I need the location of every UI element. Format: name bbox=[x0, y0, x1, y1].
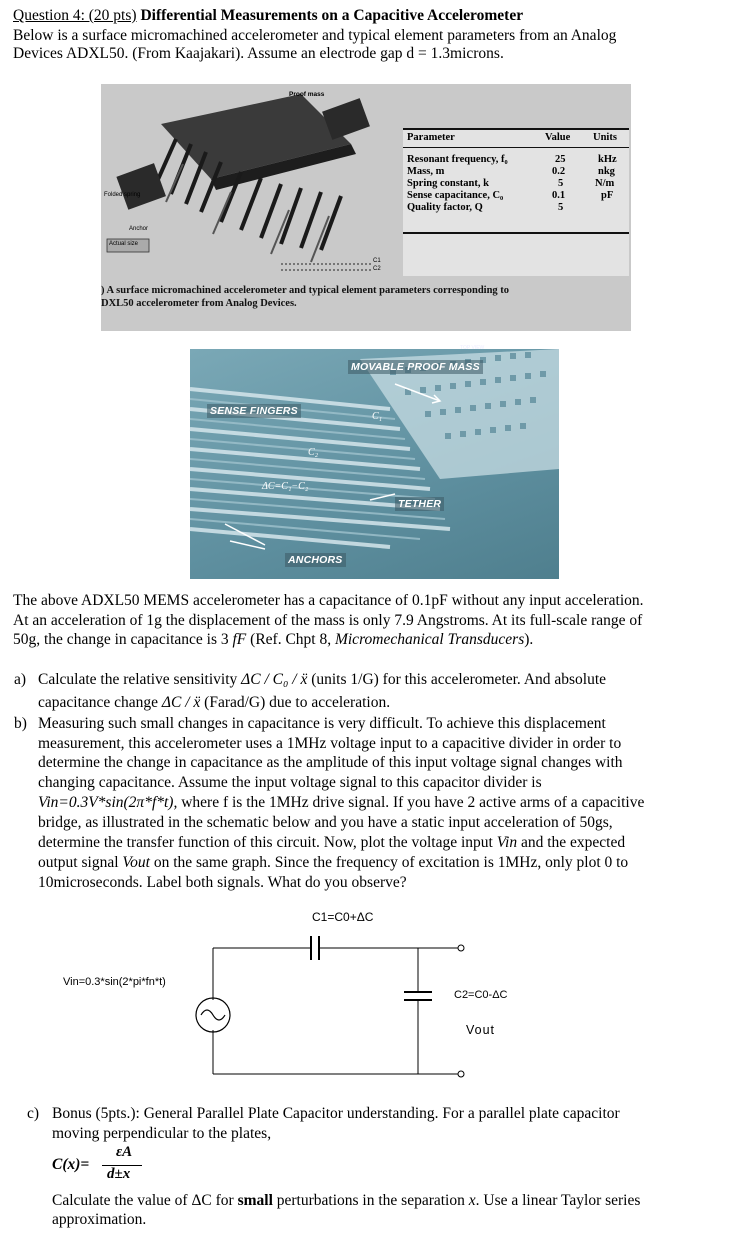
capacitor-divider-circuit bbox=[0, 900, 747, 1090]
item-a-line-1 bbox=[38, 670, 606, 689]
absolute-change-expr: ΔC / ẍ bbox=[161, 694, 201, 711]
para-unit-fF: fF bbox=[232, 631, 247, 648]
item-b-label: b) bbox=[14, 715, 27, 732]
item-b-line-7 bbox=[38, 833, 625, 852]
relative-sensitivity-expr: ΔC / C₀ / ẍ bbox=[241, 671, 308, 688]
vout-term: Vout bbox=[122, 854, 150, 871]
table-row-param: Quality factor, Q bbox=[407, 202, 483, 213]
item-a-line-1-pre: Calculate the relative sensitivity bbox=[38, 671, 242, 688]
item-b-line-6: bridge, as illustrated in the schematic below and you have a static input acceleration of 50gs, bbox=[38, 814, 613, 831]
table-row-unit: nkg bbox=[598, 166, 615, 177]
c2-handwritten: C₂ bbox=[308, 447, 319, 458]
intro-line-2: Devices ADXL50. (From Kaajakari). Assume an electrode gap d = 1.3microns. bbox=[13, 45, 504, 62]
sense-fingers-label: SENSE FINGERS bbox=[207, 404, 301, 418]
table-header-parameter: Parameter bbox=[407, 132, 455, 143]
item-b-line-8 bbox=[38, 853, 628, 872]
anchor-label: Anchor bbox=[129, 226, 149, 232]
book-title: Micromechanical Transducers bbox=[334, 631, 525, 648]
item-b-line-5-rest: where f is the 1MHz drive signal. If you have 2 active arms of a capacitive bbox=[177, 794, 645, 811]
item-b-line-7-post: and the expected bbox=[517, 834, 626, 851]
table-row-unit: N/m bbox=[595, 178, 615, 189]
vin-term: Vin bbox=[496, 834, 518, 851]
bonus-line-2: moving perpendicular to the plates, bbox=[52, 1125, 272, 1142]
table-row-unit: pF bbox=[601, 190, 614, 201]
item-b-line-1: Measuring such small changes in capacitance is very difficult. To achieve this displacement bbox=[38, 715, 606, 732]
bonus-line-4: approximation. bbox=[52, 1211, 147, 1228]
bonus-var-x: x bbox=[468, 1192, 476, 1209]
para-line-3 bbox=[13, 630, 533, 649]
equation-numerator: εA bbox=[116, 1144, 133, 1160]
item-a-line-2 bbox=[38, 693, 390, 712]
question-heading bbox=[13, 6, 523, 25]
intro-line-1: Below is a surface micromachined accelerometer and typical element parameters from an Analog bbox=[13, 27, 617, 44]
movable-proof-mass-label: MOVABLE PROOF MASS bbox=[348, 360, 483, 374]
proof-mass-shape bbox=[161, 94, 351, 179]
c2-label: C2 bbox=[373, 266, 381, 272]
bonus-line-3-post: . Use a linear Taylor series bbox=[475, 1192, 641, 1209]
delta-c-handwritten: ΔC=C₁−C₂ bbox=[262, 481, 309, 492]
table-row-param: Spring constant, k bbox=[407, 178, 489, 189]
c2-label: C2=C0-ΔC bbox=[454, 989, 508, 1001]
table-row-value: 0.2 bbox=[552, 166, 566, 177]
output-terminal-bottom bbox=[458, 1071, 464, 1077]
sem-photo-drawing bbox=[190, 349, 559, 579]
table-row-value: 5 bbox=[558, 178, 564, 189]
table-row-value: 25 bbox=[555, 154, 566, 165]
table-header-units: Units bbox=[593, 132, 617, 143]
para-line-3b: (Ref. Chpt 8, bbox=[246, 631, 335, 648]
item-a-line-2-post: (Farad/G) due to acceleration. bbox=[200, 694, 391, 711]
table-row-value: 0.1 bbox=[552, 190, 566, 201]
item-a-line-1-post: (units 1/G) for this accelerometer. And absolute bbox=[307, 671, 607, 688]
vin-label: Vin=0.3*sin(2*pi*fn*t) bbox=[63, 976, 166, 988]
sem-photo-figure bbox=[190, 345, 559, 579]
c1-label: C1=C0+ΔC bbox=[312, 910, 374, 924]
c1-label: C1 bbox=[373, 258, 381, 264]
c1-handwritten: C₁ bbox=[372, 411, 383, 422]
item-b-line-8-pre: output signal bbox=[38, 854, 123, 871]
actual-size-label: Actual size bbox=[109, 241, 139, 247]
para-line-1: The above ADXL50 MEMS accelerometer has a capacitance of 0.1pF without any input acceleration. bbox=[13, 592, 644, 609]
table-row-unit: kHz bbox=[598, 154, 617, 165]
item-b-line-7-pre: determine the transfer function of this circuit. Now, plot the voltage input bbox=[38, 834, 497, 851]
table-row-param: Mass, m bbox=[407, 166, 445, 177]
sine-wave-icon bbox=[201, 1010, 225, 1020]
question-label: Question 4: (20 pts) bbox=[13, 7, 137, 24]
output-terminal-top bbox=[458, 945, 464, 951]
para-line-3c: ). bbox=[524, 631, 534, 648]
capacitance-equation bbox=[52, 1146, 172, 1186]
top-view-label: TOP VIEW bbox=[460, 345, 485, 351]
figure1-caption-line1: ) A surface micromachined accelerometer and typical element parameters corresponding to bbox=[101, 285, 510, 296]
question-title: Differential Measurements on a Capacitive Accelerometer bbox=[140, 7, 524, 24]
equation-denominator: d±x bbox=[107, 1166, 131, 1182]
table-row-param: Sense capacitance, C₀ bbox=[407, 190, 504, 201]
table-row-value: 5 bbox=[558, 202, 564, 213]
item-b-line-4: changing capacitance. Assume the input voltage signal to this capacitor divider is bbox=[38, 774, 542, 791]
equation-lhs: C(x)= bbox=[52, 1156, 90, 1173]
item-b-line-5 bbox=[38, 793, 644, 812]
item-b-line-2: measurement, this accelerometer uses a 1MHz voltage input to a capacitive divider in order to bbox=[38, 735, 622, 752]
bonus-line-1: Bonus (5pts.): General Parallel Plate Capacitor understanding. For a parallel plate capacitor bbox=[52, 1105, 620, 1122]
item-b-line-3: determine the change in capacitance as the amplitude of this input voltage signal changes with bbox=[38, 754, 623, 771]
figure1-caption bbox=[101, 284, 631, 310]
folded-spring-label: Folded spring bbox=[104, 192, 141, 198]
para-line-2: At an acceleration of 1g the displacement of the mass is only 7.9 Angstroms. At its full-scale range of bbox=[13, 612, 643, 629]
bonus-line-3 bbox=[52, 1191, 640, 1210]
tether-label: TETHER bbox=[395, 497, 444, 511]
vout-label: Vout bbox=[466, 1023, 496, 1037]
item-b-line-9: 10microseconds. Label both signals. What do you observe? bbox=[38, 874, 407, 891]
bonus-line-3-mid: perturbations in the separation bbox=[272, 1192, 469, 1209]
item-b-line-8-post: on the same graph. Since the frequency of excitation is 1MHz, only plot 0 to bbox=[149, 854, 629, 871]
table-header-value: Value bbox=[545, 132, 571, 143]
bonus-line-3-pre: Calculate the value of ΔC for bbox=[52, 1192, 238, 1209]
item-a-line-2-pre: capacitance change bbox=[38, 694, 162, 711]
table-row-param: Resonant frequency, f₀ bbox=[407, 154, 508, 165]
accelerometer-drawing bbox=[101, 84, 401, 284]
item-a-label: a) bbox=[14, 671, 27, 688]
anchors-label: ANCHORS bbox=[285, 553, 346, 567]
proof-mass-label: Proof mass bbox=[289, 91, 325, 98]
para-line-3a: 50g, the change in capacitance is 3 bbox=[13, 631, 233, 648]
bonus-emphasis-small: small bbox=[237, 1192, 273, 1209]
parameter-table bbox=[403, 128, 629, 276]
accelerometer-figure bbox=[101, 84, 631, 331]
vin-expression: Vin=0.3V*sin(2π*f*t), bbox=[38, 794, 178, 811]
item-c-label: c) bbox=[27, 1105, 40, 1122]
figure1-caption-line2: DXL50 accelerometer from Analog Devices. bbox=[101, 298, 297, 309]
